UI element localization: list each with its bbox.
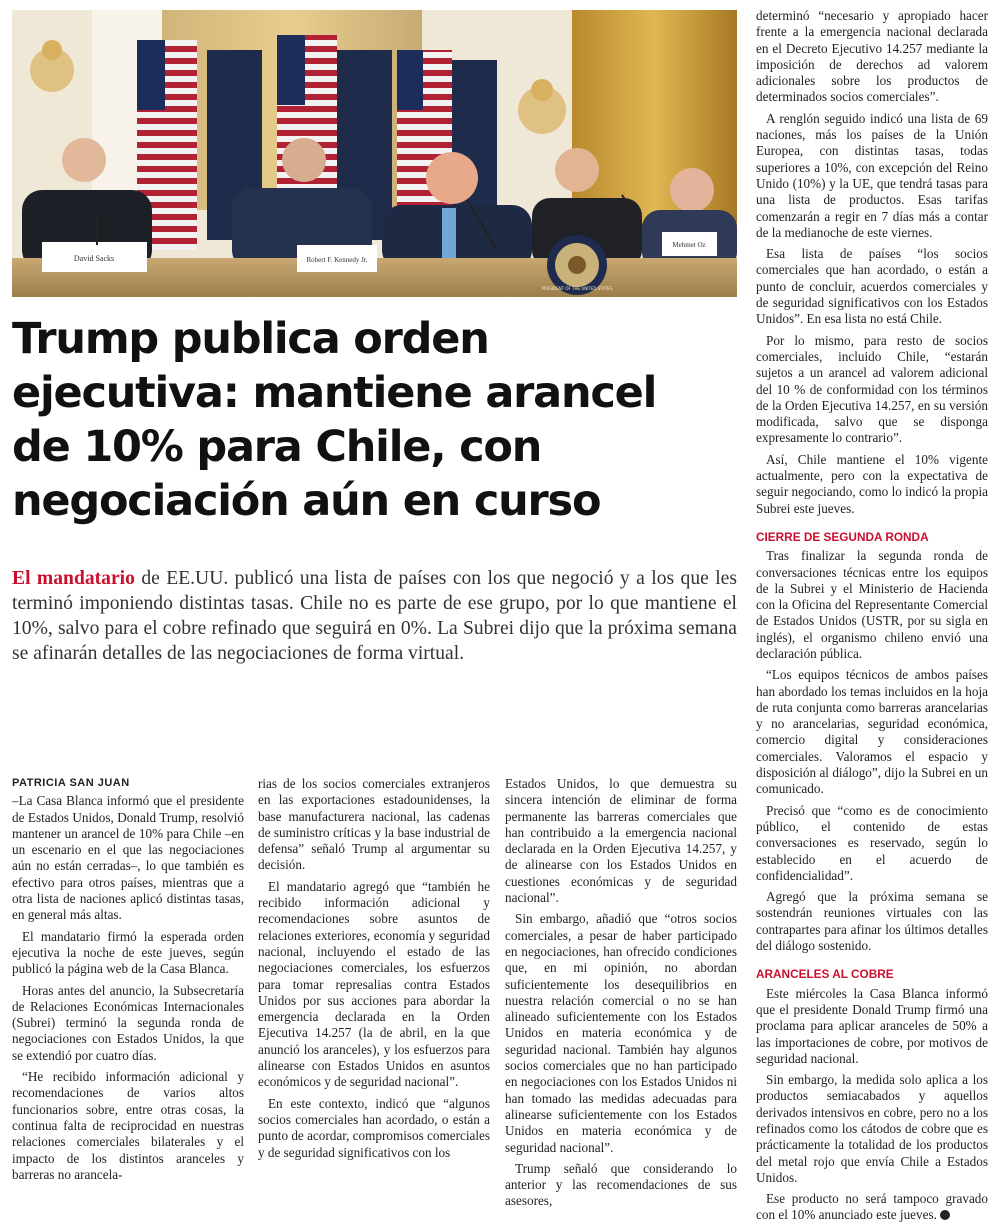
body-paragraph: Tras finalizar la segunda ronda de conversaciones técnicas entre los equipos de la Subrei y el Ministerio de Hacienda con la Oficina del Representante Comercial de Estados Unidos (USTR, por su sigla en inglés), el organismo chileno envió una declaración pública. <box>756 548 988 661</box>
body-paragraph: Sin embargo, la medida solo aplica a los productos semiacabados y aquellos derivados intensivos en cobre, pero no a los refinados como los cátodos de cobre que es prácticamente la totalidad de los productos del metal rojo que envía Chile a Estados Unidos. <box>756 1072 988 1185</box>
svg-text:PRESIDENT OF THE UNITED STATES: PRESIDENT OF THE UNITED STATES <box>541 286 613 291</box>
headline-line: negociación aún en curso <box>12 476 601 526</box>
body-paragraph: Esa lista de países “los socios comerciales que han acordado, o están a punto de concluir, acuerdos comerciales y de seguridad significativos con los Estados Unidos”. En esa lista no está Chile. <box>756 246 988 327</box>
body-paragraph: Así, Chile mantiene el 10% vigente actualmente, pero con la expectativa de seguir negociando, como lo indicó la propia Subrei este jueves. <box>756 451 988 516</box>
article-column-1 <box>12 775 244 1188</box>
article-column-2 <box>258 776 490 1166</box>
closing-sentence: Ese producto no será tampoco gravado con el 10% anunciado este jueves. <box>756 1191 988 1223</box>
body-paragraph: Estados Unidos, lo que demuestra su sincera intención de eliminar de forma permanente las barreras comerciales que han contribuido a la emergencia nacional declarada en la Orden Ejecutiva 14.257, y de alinearse con los Estados Unidos en cuestiones económicas y de seguridad nacional”. <box>505 776 737 906</box>
svg-text:Mehmet Oz: Mehmet Oz <box>672 241 706 249</box>
svg-text:Robert F. Kennedy Jr.: Robert F. Kennedy Jr. <box>306 256 368 264</box>
lead-paragraph <box>12 566 737 666</box>
body-paragraph: Este miércoles la Casa Blanca informó que el presidente Donald Trump firmó una proclama para aplicar aranceles de 50% a las importaciones de cobre, por motivos de seguridad nacional. <box>756 985 988 1066</box>
article-column-3 <box>505 776 737 1215</box>
body-paragraph: Agregó que la próxima semana se sostendrán reuniones virtuales con las contrapartes para afinar los últimos detalles del diálogo sostenido. <box>756 889 988 954</box>
headline-line: Trump publica orden <box>12 314 489 364</box>
name-placard <box>662 232 717 256</box>
body-paragraph: “He recibido información adicional y recomendaciones de varios altos funcionarios sobre, entre otras cosas, la continua falta de reciprocidad en nuestras relaciones comerciales bilaterales y el impacto de los distintos aranceles y barreras no arancela- <box>12 1069 244 1182</box>
body-paragraph: El mandatario firmó la esperada orden ejecutiva la noche de este jueves, según publicó la página web de la Casa Blanca. <box>12 928 244 977</box>
body-paragraph: Trump señaló que considerando lo anterior y las recomendaciones de sus asesores, <box>505 1160 737 1209</box>
byline: PATRICIA SAN JUAN <box>12 777 130 789</box>
headline-line: de 10% para Chile, con <box>12 422 542 472</box>
headline <box>12 312 737 528</box>
body-paragraph: Precisó que “como es de conocimiento público, el contenido de estas conversaciones es reservado, según lo establecido en el acuerdo de confidencialidad”. <box>756 802 988 883</box>
headline-line: ejecutiva: mantiene arancel <box>12 368 657 418</box>
lead-text: de EE.UU. publicó una lista de países con los que negoció y a los que les terminó imponiendo distintas tasas. Chile no es parte de ese grupo, por lo que mantiene el 10%, salvo para el cobre refinado que seguirá en 0%. La Subrei dijo que la próxima semana se afinarán detalles de las negociaciones de forma virtual. <box>12 568 737 664</box>
news-photo <box>12 10 737 297</box>
body-paragraph: –La Casa Blanca informó que el presidente de Estados Unidos, Donald Trump, resolvió mantener un arancel de 10% para Chile –en un escenario en el que las negociaciones aún no están cerradas–, lo que también es efectivo para otros países, mientras que a otra lista de naciones aplicó distintas tasas, en general más altas. <box>12 793 244 923</box>
body-paragraph: “Los equipos técnicos de ambos países han abordado los temas incluidos en la hoja de ruta conjunta como barreras arancelarias y no arancelarias, seguridad económica, comercio digital y consideraciones comerciales. Valoramos el espacio y disposición al diálogo”, dijo la Subrei en un comunicado. <box>756 667 988 797</box>
name-placard <box>42 242 147 272</box>
body-paragraph: Sin embargo, añadió que “otros socios comerciales, a pesar de haber participado en negociaciones, han ofrecido condiciones que, en mi opinión, no abordan suficientemente los desequilibrios en nuestra relación comercial o no se han alineado suficientemente con los Estados Unidos en materia económica y de seguridad nacional. También hay algunos socios comerciales que no han participado en negociaciones con los Estados Unidos ni han tomado las medidas adecuadas para alinearse suficientemente con los Estados Unidos en materia económica y de seguridad nacional”. <box>505 911 737 1155</box>
body-paragraph: rias de los socios comerciales extranjeros en las exportaciones estadounidenses, la base manufacturera nacional, las cadenas de suministro críticas y la base industrial de defensa” señaló Trump al argumentar su decisión. <box>258 776 490 873</box>
svg-text:David Sacks: David Sacks <box>73 254 115 263</box>
body-paragraph <box>756 1191 988 1224</box>
body-paragraph: determinó “necesario y apropiado hacer frente a la emergencia nacional declarada en el Decreto Ejecutivo 14.257 mediante la imposición de derechos ad valorem adicionales sobre los productos de determinados socios comerciales”. <box>756 8 988 105</box>
body-paragraph: A renglón seguido indicó una lista de 69 naciones, más los países de la Unión Europea, con distintas tasas, todas superiores a 10%, con excepción del Reino Unido (10%) y la UE, que tendrá tasas para una lista de productos. Esas tarifas comenzarán a regir en 7 días más a contar de la medianoche de este viernes. <box>756 110 988 240</box>
press-event-illustration <box>12 10 737 297</box>
article-column-4 <box>756 8 988 1229</box>
body-paragraph: Horas antes del anuncio, la Subsecretaría de Relaciones Económicas Internacionales (Subrei) terminó la segunda ronda de negociaciones con Estados Unidos, la que se extendió por cuatro días. <box>12 982 244 1063</box>
lead-kicker: El mandatario <box>12 568 135 589</box>
name-placard <box>297 245 377 272</box>
body-paragraph: El mandatario agregó que “también he recibido información adicional y recomendaciones sobre asuntos de relaciones exteriores, economía y seguridad nacional, incluyendo el estado de las negociaciones comerciales, los esfuerzos para tomar represalias contra Estados Unidos por sus acciones para abordar la emergencia declarada en la Orden Ejecutiva 14.257 (la de abril, en la que anunció los aranceles), y los esfuerzos para alinearse con Estados Unidos en asuntos económicos y de seguridad nacional”. <box>258 878 490 1090</box>
body-paragraph: Por lo mismo, para resto de socios comerciales, incluido Chile, “estarán sujetos a un arancel ad valorem adicional del 10 % de conformidad con los términos de la Orden Ejecutiva 14.257, en su versión modificada, salvo que se disponga expresamente lo contrario”. <box>756 332 988 446</box>
body-paragraph: En este contexto, indicó que “algunos socios comerciales han acordado, o están a punto de acordar, compromisos comerciales y de seguridad significativos con los <box>258 1095 491 1160</box>
end-of-article-icon <box>940 1210 950 1220</box>
subheading-cierre: CIERRE DE SEGUNDA RONDA <box>756 529 929 544</box>
subheading-cobre: ARANCELES AL COBRE <box>756 967 894 982</box>
